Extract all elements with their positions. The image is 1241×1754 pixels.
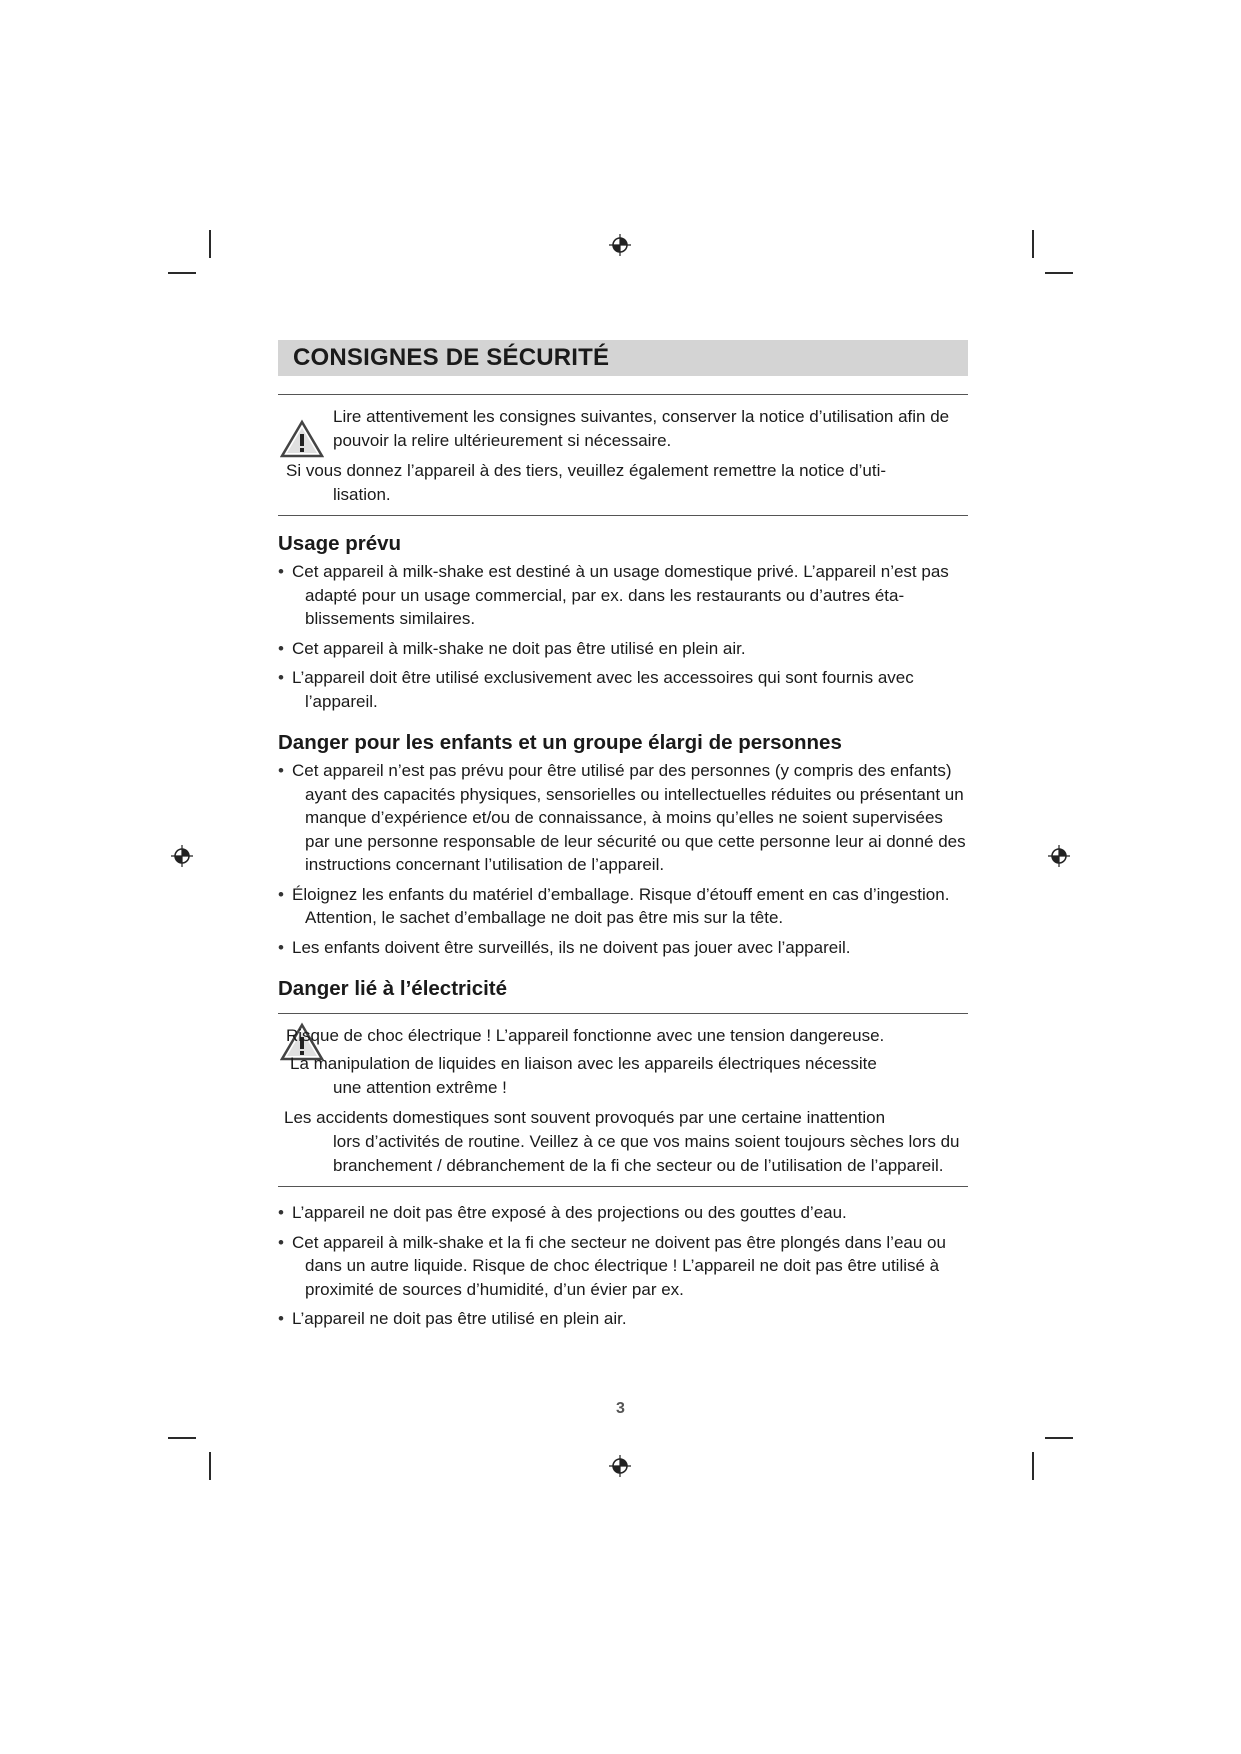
crop-mark <box>1032 230 1034 258</box>
list-item: • Cet appareil n’est pas prévu pour être utilisé par des personnes (y compris des enfants) ayant des capacités physiques, sensorielles ou intellectuelles réduites ou présentant un manque d’expérience et/ou de connaissance, à moins qu’elles ne soient supervisées par une personne responsable de leur sécurité ou que cette personne leur ai donné des instructions concernant l’utilisation de l’appareil. <box>278 759 968 877</box>
list-item: • Cet appareil à milk-shake ne doit pas être utilisé en plein air. <box>278 637 968 661</box>
electric-warning-line: Risque de choc électrique ! L’appareil fonctionne avec une tension dangereuse. <box>286 1026 885 1045</box>
list-item: • Éloignez les enfants du matériel d’emballage. Risque d’étouff ement en cas d’ingestion. Attention, le sachet d’emballage ne doit pas être mis sur la tête. <box>278 883 968 930</box>
crop-mark <box>209 230 211 258</box>
crop-mark <box>1045 272 1073 274</box>
section-heading-electric: Danger lié à l’électricité <box>278 977 508 1000</box>
intro-warning-text: Lire attentivement les consignes suivantes, conserver la notice d’utilisation afin de pouvoir la relire ultérieurement si nécessaire. <box>333 407 950 450</box>
list-item: • L’appareil doit être utilisé exclusivement avec les accessoires qui sont fournis avec l’appareil. <box>278 666 968 713</box>
crop-mark <box>209 1452 211 1480</box>
children-list <box>278 759 968 959</box>
section-heading-children: Danger pour les enfants et un groupe élargi de personnes <box>278 731 842 754</box>
registration-mark-icon <box>1048 845 1070 867</box>
registration-mark-icon <box>171 845 193 867</box>
crop-mark <box>168 272 196 274</box>
crop-mark <box>1045 1437 1073 1439</box>
warning-triangle-icon <box>280 419 324 459</box>
electric-warning-line: lors d’activités de routine. Veillez à ce que vos mains soient toujours sèches lors du branchement / débranchement de la fi che secteur ou de l’utilisation de l’appareil. <box>333 1132 960 1175</box>
intro-warning-sub-line: Si vous donnez l’appareil à des tiers, veuillez également remettre la notice d’uti- <box>286 461 887 480</box>
page-number: 3 <box>616 1400 625 1417</box>
electric-warning-line: Les accidents domestiques sont souvent provoqués par une certaine inattention <box>284 1108 886 1127</box>
list-item: • Cet appareil à milk-shake et la fi che secteur ne doivent pas être plongés dans l’eau ou dans un autre liquide. Risque de choc électrique ! L’appareil ne doit pas être utilisé à proximité de sources d’humidité, d’un évier par ex. <box>278 1231 968 1302</box>
list-item: • Cet appareil à milk-shake est destiné à un usage domestique privé. L’appareil n’est pas adapté pour un usage commercial, par ex. dans les restaurants ou d’autres établissements similaires. <box>278 560 968 631</box>
usage-list <box>278 560 968 713</box>
crop-mark <box>1032 1452 1034 1480</box>
list-item: • Les enfants doivent être surveillés, ils ne doivent pas jouer avec l’appareil. <box>278 936 968 960</box>
list-item: • L’appareil ne doit pas être exposé à des projections ou des gouttes d’eau. <box>278 1201 968 1225</box>
registration-mark-icon <box>609 234 631 256</box>
electric-warning <box>278 1014 968 1186</box>
electric-warning-line: La manipulation de liquides en liaison avec les appareils électriques nécessite <box>290 1054 877 1073</box>
intro-warning <box>278 395 968 515</box>
registration-mark-icon <box>609 1455 631 1477</box>
intro-warning-sub <box>278 459 968 507</box>
document-body <box>278 340 968 1337</box>
section-heading-usage: Usage prévu <box>278 532 402 555</box>
crop-mark <box>168 1437 196 1439</box>
electric-list <box>278 1201 968 1331</box>
page-title: CONSIGNES DE SÉCURITÉ <box>293 344 610 371</box>
intro-warning-sub-line: lisation. <box>333 485 391 504</box>
electric-warning-line: une attention extrême ! <box>333 1078 507 1097</box>
list-item: • L’appareil ne doit pas être utilisé en plein air. <box>278 1307 968 1331</box>
title-bar <box>278 340 968 376</box>
